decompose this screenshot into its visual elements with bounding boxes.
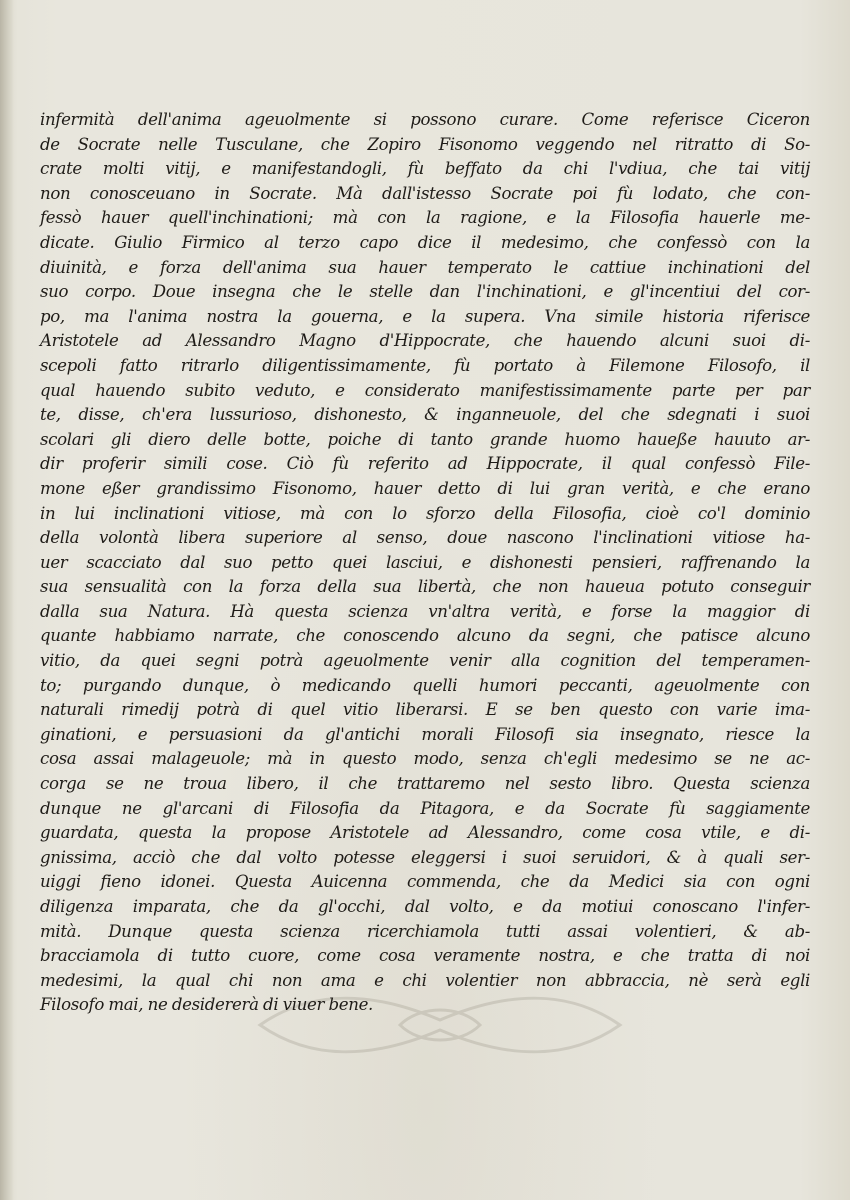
text-line: Aristotele ad Alessandro Magno d'Hippocrate, che hauendo alcuni suoi di- — [40, 331, 810, 351]
text-line: diuinità, e forza dell'anima sua hauer temperato le cattiue inchinationi del — [40, 257, 810, 277]
text-line: qual hauendo subito veduto, e considerato manifestissimamente parte per par — [40, 380, 810, 400]
text-line: crate molti vitij, e manifestandogli, fù beffato da chi l'vdiua, che tai vitij — [40, 159, 810, 179]
text-line: medesimi, la qual chi non ama e chi volentier non abbraccia, nè serà egli — [40, 970, 810, 990]
text-line: scepoli fatto ritrarlo diligentissimamente, fù portato à Filemone Filosofo, il — [40, 355, 810, 375]
text-line: in lui inclinationi vitiose, mà con lo sforzo della Filosofia, cioè co'l dominio — [40, 503, 810, 523]
text-line: mone eßer grandissimo Fisonomo, hauer detto di lui gran verità, e che erano — [40, 478, 810, 498]
text-line: quante habbiamo narrate, che conoscendo alcuno da segni, che patisce alcuno — [40, 626, 810, 646]
text-line: naturali rimedij potrà di quel vitio liberarsi. E se ben questo con varie ima- — [40, 700, 810, 720]
text-line: della volontà libera superiore al senso, doue nascono l'inclinationi vitiose ha- — [40, 528, 810, 548]
text-line: sua sensualità con la forza della sua libertà, che non haueua potuto conseguir — [40, 577, 810, 597]
text-line: suo corpo. Doue insegna che le stelle dan l'inchinationi, e gl'incentiui del cor- — [40, 282, 810, 302]
text-line: bracciamola di tutto cuore, come cosa veramente nostra, e che tratta di noi — [40, 946, 810, 966]
text-line: diligenza imparata, che da gl'occhi, dal volto, e da motiui conoscano l'infer- — [40, 897, 810, 916]
text-line: to; purgando dunque, ò medicando quelli humori peccanti, ageuolmente con — [40, 675, 810, 695]
text-line: guardata, questa la propose Aristotele ad Alessandro, come cosa vtile, e di- — [40, 823, 810, 843]
text-line: mità. Dunque questa scienza ricerchiamola tutti assai volentieri, & ab- — [40, 921, 810, 941]
text-line: te, disse, ch'era lussurioso, dishonesto, & inganneuole, del che sdegnati i suoi — [40, 405, 810, 425]
text-line: po, ma l'anima nostra la gouerna, e la supera. Vna simile historia riferisce — [40, 306, 810, 326]
text-line: corga se ne troua libero, il che trattaremo nel sesto libro. Questa scienza — [40, 774, 810, 794]
body-text — [40, 108, 810, 1018]
text-line: de Socrate nelle Tusculane, che Zopiro Fisonomo veggendo nel ritratto di So- — [40, 134, 810, 154]
text-line: uer scacciato dal suo petto quei lasciui, e dishonesti pensieri, raffrenando la — [40, 552, 810, 572]
text-line: vitio, da quei segni potrà ageuolmente venir alla cognition del temperamen- — [40, 651, 810, 671]
text-line: dunque ne gl'arcani di Filosofia da Pitagora, e da Socrate fù saggiamente — [40, 798, 810, 818]
text-line: Filosofo mai, ne desidererà di viuer bene. — [40, 995, 373, 1015]
text-line: infermità dell'anima ageuolmente si possono curare. Come referisce Ciceron — [40, 110, 810, 129]
text-line: dalla sua Natura. Hà questa scienza vn'altra verità, e forse la maggior di — [40, 601, 810, 621]
text-line: scolari gli diero delle botte, poiche di tanto grande huomo haueße hauuto ar- — [40, 429, 810, 449]
text-line: ginationi, e persuasioni da gl'antichi morali Filosofi sia insegnato, riesce la — [40, 724, 810, 744]
text-line: fessò hauer quell'inchinationi; mà con la ragione, e la Filosofia hauerle me- — [40, 208, 810, 228]
text-line: gnissima, acciò che dal volto potesse eleggersi i suoi seruidori, & à quali ser- — [40, 847, 810, 867]
page-gutter-shadow — [0, 0, 14, 1200]
text-line: non conosceuano in Socrate. Mà dall'istesso Socrate poi fù lodato, che con- — [40, 183, 810, 203]
text-line: uiggi fieno idonei. Questa Auicenna commenda, che da Medici sia con ogni — [40, 872, 810, 892]
text-line: cosa assai malageuole; mà in questo modo, senza ch'egli medesimo se ne ac- — [40, 749, 810, 769]
text-line: dicate. Giulio Firmico al terzo capo dice il medesimo, che confessò con la — [40, 232, 810, 252]
text-line: dir proferir simili cose. Ciò fù referito ad Hippocrate, il qual confessò File- — [40, 454, 810, 474]
